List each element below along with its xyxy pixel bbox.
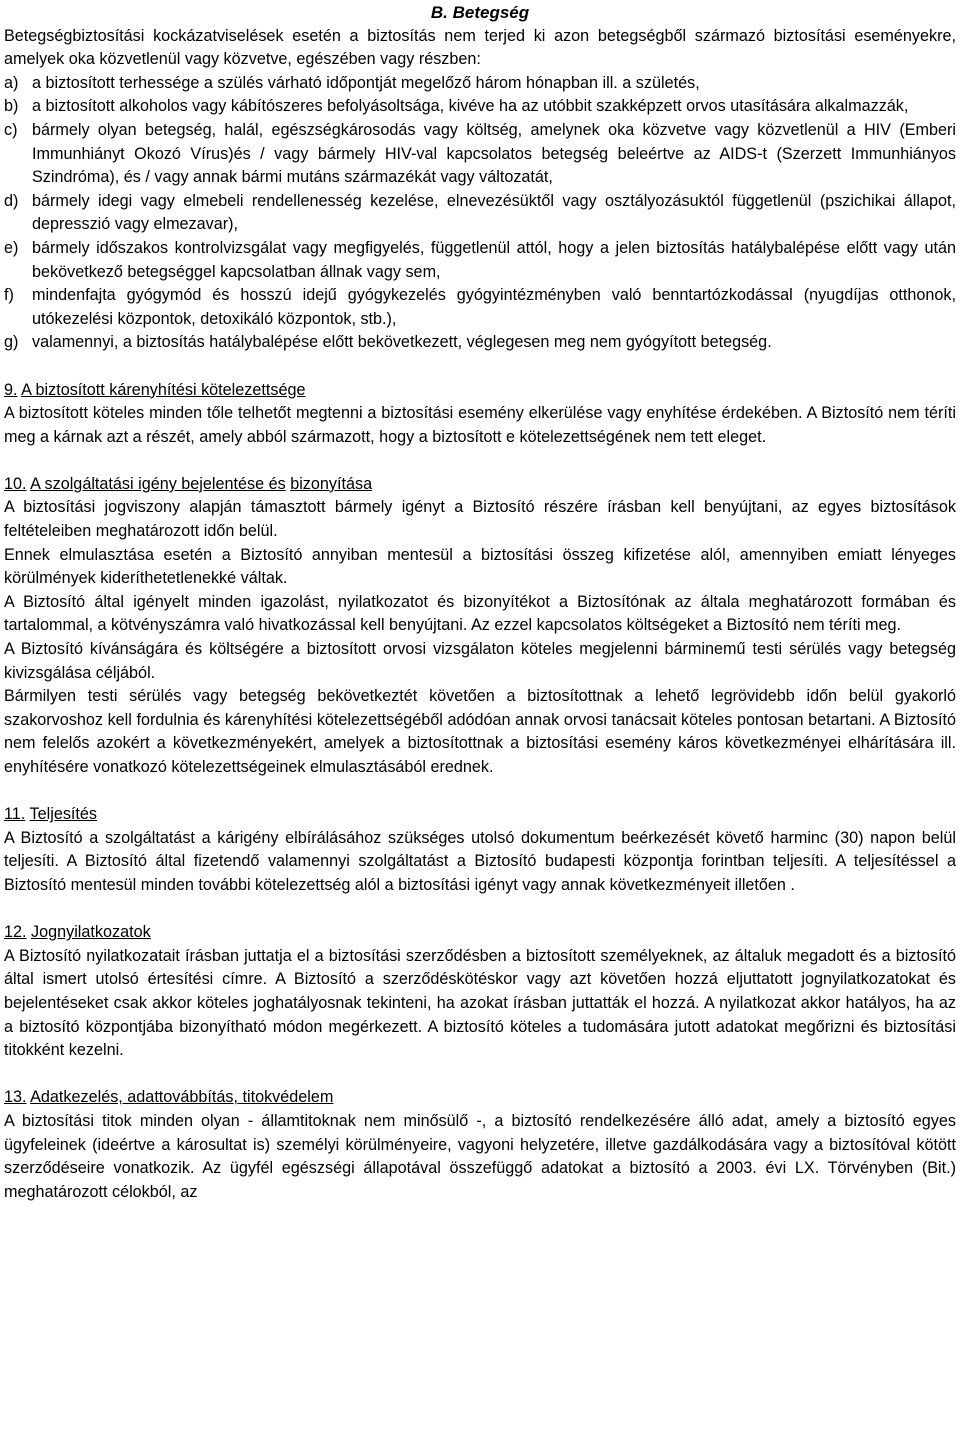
section-heading bbox=[4, 1086, 956, 1110]
exclusion-text: mindenfajta gyógymód és hosszú idejű gyógykezelés gyógyintézményben való benntartózkodással (nyugdíjas otthonok, utókezelési központok, detoxikáló központok, stb.), bbox=[32, 286, 956, 328]
section-paragraph: A Biztosító kívánságára és költségére a biztosított orvosi vizsgálaton köteles megjelenni bárminemű testi sérülés vagy betegség kivizsgálása céljából. bbox=[4, 640, 956, 682]
exclusion-item bbox=[4, 331, 956, 355]
exclusion-text: valamennyi, a biztosítás hatálybalépése előtt bekövetkezett, véglegesen meg nem gyógyított betegség. bbox=[32, 333, 772, 352]
section-number: 13. bbox=[4, 1088, 27, 1107]
section-spacer bbox=[4, 449, 956, 473]
exclusion-item bbox=[4, 190, 956, 237]
exclusion-marker: b) bbox=[4, 97, 19, 116]
section-paragraph: A biztosított köteles minden tőle telhetőt megtenni a biztosítási esemény elkerülése vagy enyhítése érdekében. A Biztosító nem téríti meg a kárnak azt a részét, amely abból származott, hogy a biztosított e kötelezettségének nem tett eleget. bbox=[4, 404, 956, 446]
exclusion-item bbox=[4, 119, 956, 190]
exclusion-text: a biztosított terhessége a szülés várható időpontját megelőző három hónapban ill. a születés, bbox=[32, 73, 700, 92]
exclusion-marker: d) bbox=[4, 191, 19, 210]
section-title-part: bizonyítása bbox=[290, 474, 373, 493]
section-spacer bbox=[4, 898, 956, 922]
section-spacer bbox=[4, 1063, 956, 1087]
section-paragraph: A biztosítási titok minden olyan - államtitoknak nem minősülő -, a biztosító rendelkezésére álló adat, amely a biztosító egyes ügyfeleinek (ideértve a károsultat is) személyi körülményeire, vagyoni helyzetére, illetve gazdálkodására vagy a biztosítóval kötött szerződéseire vonatkozik. Az ügyfél egészségi állapotával összefüggő adatokat a biztosító a 2003. évi LX. Törvényben (Bit.) meghatározott célokból, az bbox=[4, 1111, 956, 1201]
section-title-part: Jognyilatkozatok bbox=[31, 923, 151, 942]
section-title-part: A biztosított kárenyhítési kötelezettsége bbox=[21, 380, 306, 399]
exclusion-marker: e) bbox=[4, 238, 19, 257]
section-title-part: Teljesítés bbox=[29, 805, 98, 824]
section-number: 11. bbox=[4, 805, 26, 824]
exclusion-item bbox=[4, 284, 956, 331]
exclusion-marker: f) bbox=[4, 286, 14, 305]
exclusion-text: a biztosított alkoholos vagy kábítószeres befolyásoltsága, kivéve ha az utóbbit szakképzett orvos utasítására alkalmazzák, bbox=[32, 97, 909, 116]
exclusion-marker: g) bbox=[4, 333, 19, 352]
section-title: B. Betegség bbox=[430, 3, 530, 22]
section-number: 9. bbox=[4, 380, 18, 399]
section-number: 10. bbox=[4, 474, 27, 493]
section-number: 12. bbox=[4, 923, 27, 942]
section-title-part: Adatkezelés, adattovábbítás, titokvédelem bbox=[30, 1088, 334, 1107]
exclusion-text: bármely olyan betegség, halál, egészségkárosodás vagy költség, amelynek oka közvetve vagy közvetlenül a HIV (Emberi Immunhiányt Okozó Vírus)és / vagy bármely HIV-val kapcsolatos betegség beleértve az AIDS-t (Szerzett Immunhiányos Szindróma), és / vagy annak bármi mutáns származékát vagy változatát, bbox=[32, 120, 956, 187]
section-paragraph: Bármilyen testi sérülés vagy betegség bekövetkeztét követően a biztosítottnak a lehető legrövidebb időn belül gyakorló szakorvoshoz kell fordulnia és kárenyhítési kötelezettségéből adódóan annak orvosi tanácsait köteles pontosan betartani. A Biztosító nem felelős azokért a következményekért, amelyek a biztosítottnak a biztosítási esemény káros következményei elhárítására ill. enyhítésére vonatkozó kötelezettségeinek elmulasztásából erednek. bbox=[4, 687, 956, 776]
exclusion-text: bármely időszakos kontrolvizsgálat vagy megfigyelés, függetlenül attól, hogy a jelen biztosítás hatálybalépése előtt vagy után bekövetkező betegséggel kapcsolatban állnak vagy sem, bbox=[32, 238, 956, 281]
exclusion-item bbox=[4, 237, 956, 284]
section-spacer bbox=[4, 780, 956, 804]
exclusion-item bbox=[4, 95, 956, 119]
section-title-part: A szolgáltatási igény bejelentése és bbox=[30, 474, 286, 493]
exclusion-marker: a) bbox=[4, 73, 19, 92]
section-paragraph: A biztosítási jogviszony alapján támasztott bármely igényt a Biztosító részére írásban kell benyújtani, az egyes biztosítások feltételeiben meghatározott időn belül. bbox=[4, 498, 956, 541]
document-page bbox=[4, 1, 956, 1204]
section-spacer bbox=[4, 355, 956, 379]
intro-paragraph: Betegségbiztosítási kockázatviselések esetén a biztosítás nem terjed ki azon betegségből származó biztosítási eseményekre, amelyek oka közvetlenül vagy közvetve, egészében vagy részben: bbox=[4, 26, 956, 69]
section-paragraph: A Biztosító által igényelt minden igazolást, nyilatkozatot és bizonyítékot a Biztosítónak az általa meghatározott formában és tartalommal, a kötvényszámra való hivatkozással kell benyújtani. Az ezzel kapcsolatos költségeket a Biztosító nem téríti meg. bbox=[4, 592, 956, 635]
section-heading bbox=[4, 803, 956, 827]
section-heading bbox=[4, 921, 956, 945]
exclusion-item bbox=[4, 72, 956, 96]
section-heading bbox=[4, 473, 956, 497]
section-paragraph: A Biztosító nyilatkozatait írásban juttatja el a biztosítási szerződésben a biztosított személyeknek, az általuk megadott és a biztosító által ismert utolsó értesítési címre. A Biztosító a szerződéskötéskor vagy azt követően hozzá eljuttatott jognyilatkozatokat és bejelentéseket csak akkor köteles joghatályosnak tekinteni, ha azokat írásban juttatták el hozzá. A nyilatkozat akkor hatályos, ha az a biztosító központjába bizonyítható módon megérkezett. A biztosító köteles a tudomására jutott adatokat megőrizni és biztosítási titokként kezelni. bbox=[4, 946, 956, 1060]
exclusion-marker: c) bbox=[4, 120, 18, 139]
exclusion-text: bármely idegi vagy elmebeli rendellenesség kezelése, elnevezésüktől vagy osztályozásuktól függetlenül (pszichikai állapot, depresszió vagy elmezavar), bbox=[32, 191, 956, 234]
section-paragraph: Ennek elmulasztása esetén a Biztosító annyiban mentesül a biztosítási összeg kifizetése alól, amennyiben emiatt lényeges körülmények kideríthetetlenekké váltak. bbox=[4, 545, 956, 588]
sections-container bbox=[4, 355, 956, 1204]
section-paragraph: A Biztosító a szolgáltatást a kárigény elbírálásához szükséges utolsó dokumentum beérkezését követő harminc (30) napon belül teljesíti. A Biztosító által fizetendő valamennyi szolgáltatást a Biztosító budapesti központja forintban teljesíti. A teljesítéssel a Biztosító mentesül minden további kötelezettség alól a biztosítási igényt vagy annak következményeit illetően . bbox=[4, 828, 956, 894]
section-heading bbox=[4, 379, 956, 403]
exclusion-list bbox=[4, 72, 956, 355]
